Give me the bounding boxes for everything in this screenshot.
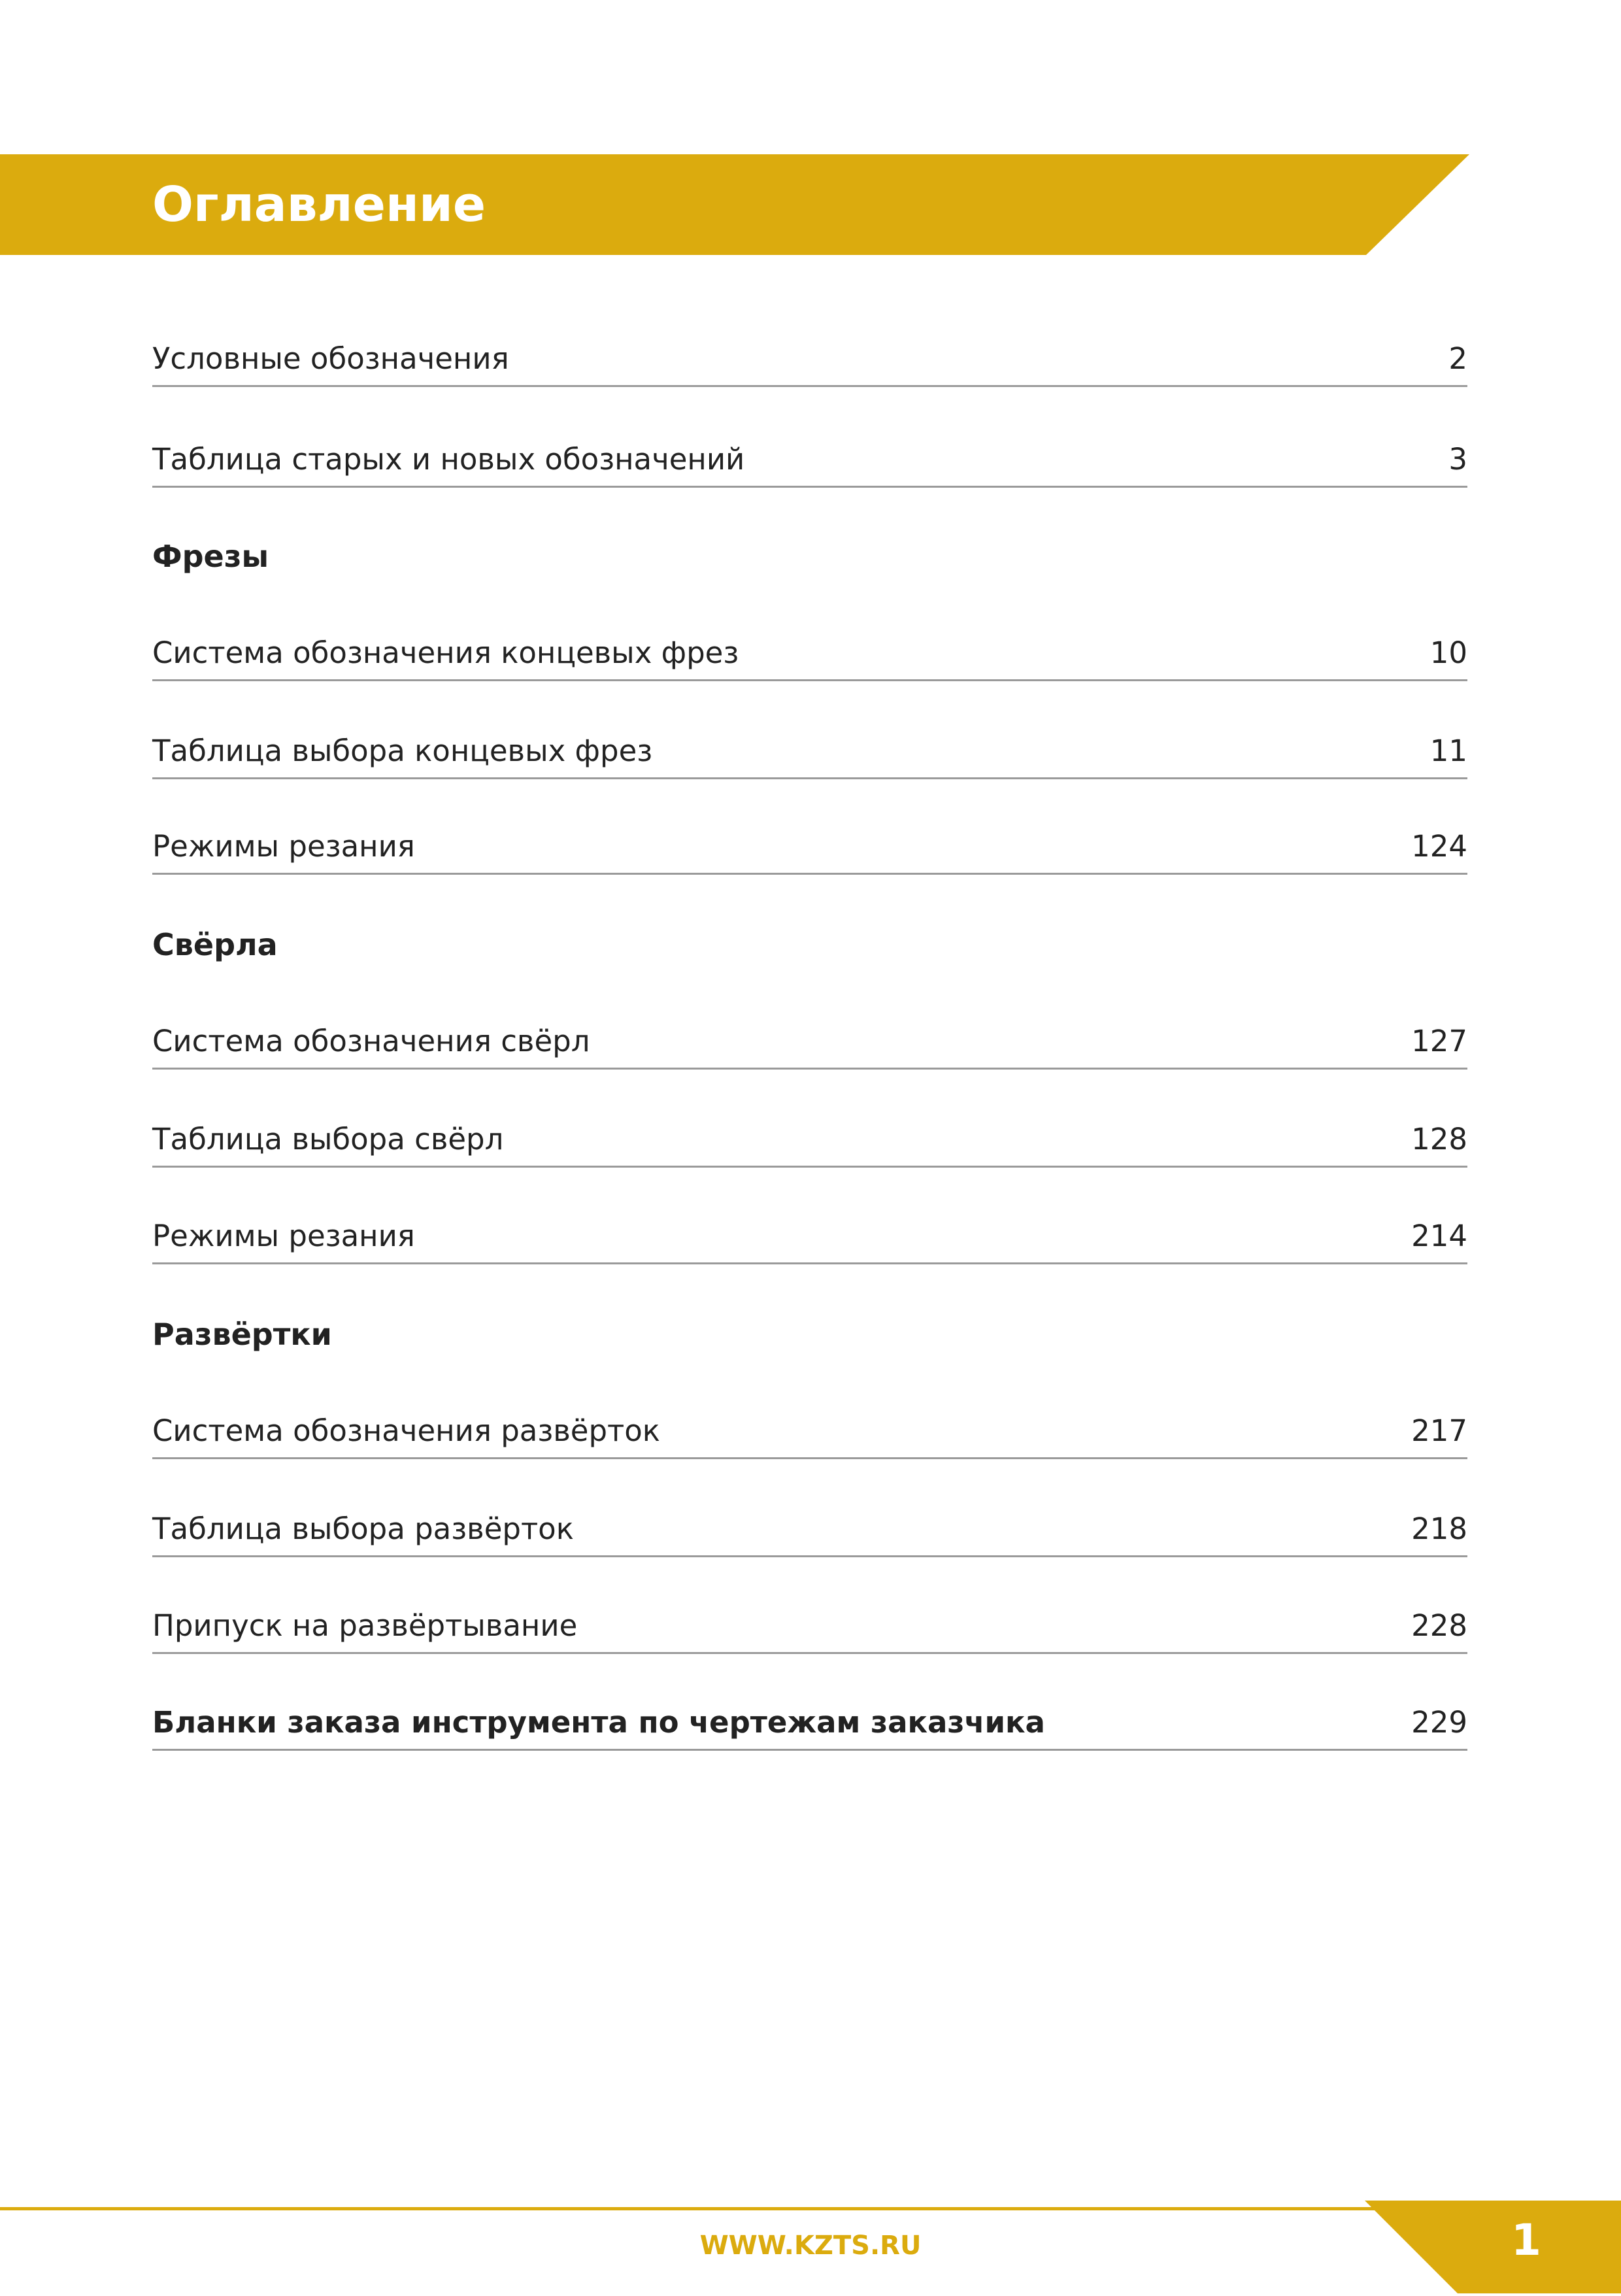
toc-entry-label: Таблица выбора свёрл	[152, 1122, 504, 1156]
toc-entry-page: 3	[1448, 442, 1467, 477]
toc-entry[interactable]	[152, 681, 1467, 779]
toc-divider	[152, 385, 1467, 387]
toc-entry-label: Система обозначения свёрл	[152, 1024, 590, 1058]
toc-divider	[152, 1749, 1467, 1751]
page-title: Оглавление	[152, 177, 486, 233]
toc-entry-page: 127	[1411, 1024, 1467, 1058]
page-number: 1	[1511, 2215, 1541, 2265]
toc-entry[interactable]	[152, 1166, 1467, 1264]
toc-entry-page: 229	[1411, 1705, 1467, 1740]
toc-entry-label: Таблица старых и новых обозначений	[152, 442, 745, 477]
toc-entry[interactable]	[152, 1070, 1467, 1168]
toc-entry-page: 228	[1411, 1608, 1467, 1643]
toc-entry-label: Условные обозначения	[152, 341, 509, 376]
toc-entry-label: Система обозначения развёрток	[152, 1413, 660, 1448]
toc-entry[interactable]	[152, 1556, 1467, 1654]
toc-entry[interactable]	[152, 583, 1467, 681]
toc-entry-label: Таблица выбора развёрток	[152, 1511, 574, 1546]
toc-entry-label: Припуск на развёртывание	[152, 1608, 578, 1643]
toc-entry-page: 217	[1411, 1413, 1467, 1448]
toc-entry-legend[interactable]	[152, 289, 1467, 387]
toc-entry-page: 10	[1429, 635, 1467, 670]
toc-entry-page: 128	[1411, 1122, 1467, 1156]
table-of-contents	[152, 0, 1467, 2293]
toc-entry-label: Режимы резания	[152, 829, 415, 864]
toc-entry-label: Бланки заказа инструмента по чертежам заказчика	[152, 1705, 1045, 1740]
section-heading-reamers: Развёртки	[152, 1317, 332, 1352]
toc-entry-designations-table[interactable]	[152, 390, 1467, 488]
toc-entry-page: 124	[1411, 829, 1467, 864]
toc-entry[interactable]	[152, 1361, 1467, 1459]
toc-divider	[152, 1262, 1467, 1264]
toc-divider	[152, 486, 1467, 488]
toc-entry-order-forms[interactable]	[152, 1653, 1467, 1751]
toc-divider	[152, 873, 1467, 875]
toc-entry-label: Система обозначения концевых фрез	[152, 635, 739, 670]
section-heading-mills: Фрезы	[152, 539, 269, 574]
toc-entry-label: Таблица выбора концевых фрез	[152, 734, 653, 768]
toc-entry[interactable]	[152, 971, 1467, 1070]
section-heading-drills: Свёрла	[152, 927, 278, 962]
footer-website-link[interactable]: WWW.KZTS.RU	[699, 2231, 922, 2261]
toc-entry-page: 214	[1411, 1219, 1467, 1253]
toc-entry[interactable]	[152, 777, 1467, 875]
toc-entry-page: 11	[1429, 734, 1467, 768]
toc-entry-label: Режимы резания	[152, 1219, 415, 1253]
toc-entry-page: 218	[1411, 1511, 1467, 1546]
toc-entry[interactable]	[152, 1459, 1467, 1557]
toc-entry-page: 2	[1448, 341, 1467, 376]
